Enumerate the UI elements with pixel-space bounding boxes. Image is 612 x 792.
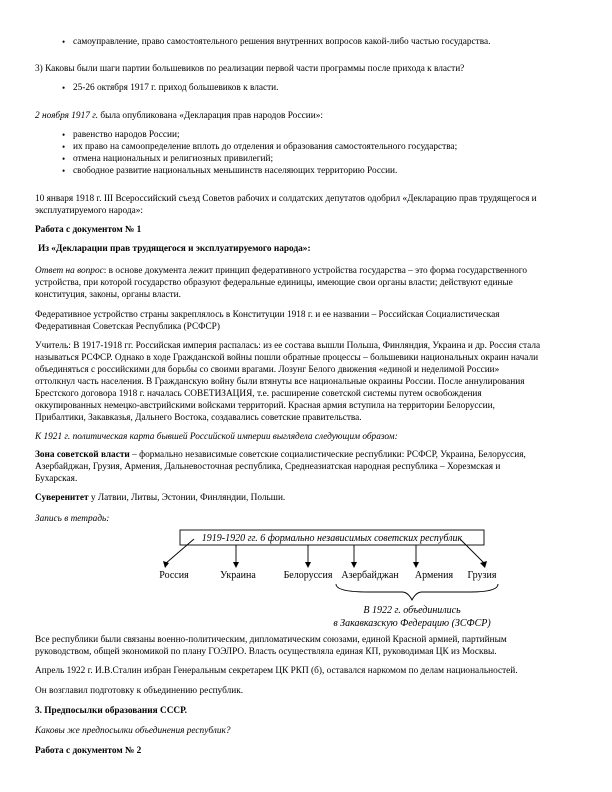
declaration-intro-text: была опубликована «Декларация прав народов России»:: [98, 111, 323, 121]
notebook-label: Запись в тетрадь:: [35, 514, 110, 524]
list-item: равенство народов России;: [73, 130, 180, 140]
paragraph-line: 10 января 1918 г. III Всероссийский съезд Советов рабочих и солдатских депутатов одобрил «Декларацию прав трудящегося и: [35, 194, 537, 204]
term-label: Суверенитет: [35, 493, 89, 503]
paragraph-line: [35, 493, 285, 504]
republic-azerbaijan: Азербайджан: [341, 570, 399, 581]
answer-line: устройства, при которой государство образуют федеральные единицы, имеющие свои органы власти; действуют единые: [35, 278, 513, 288]
list-item: свободное развитие национальных меньшинств населяющих территорию России.: [73, 166, 398, 176]
arrowhead-icon: [480, 561, 487, 568]
paragraph-line: эксплуатируемого народа»:: [35, 206, 143, 216]
bullet-icon: •: [62, 166, 66, 176]
paragraph-line: называться РСФСР. Однако в ходе Гражданской войны пошли обратные процессы – большевики национальных окраин начали: [35, 353, 539, 363]
paragraph-line: Брестского договора 1918 г. началась СОВЕТИЗАЦИЯ, т.е. расширение советской системы путем освобождения: [35, 389, 482, 399]
declaration-date: 2 ноября 1917 г.: [35, 111, 99, 121]
paragraph-line: оттолкнул часть населения. В Гражданскую войну были втянуты все национальные окраины России. После аннулирования: [35, 377, 525, 387]
curly-brace-icon: [336, 584, 498, 600]
paragraph-line: Апрель 1922 г. И.В.Сталин избран Генеральным секретарем ЦК РКП (б), оставался наркомом по делам национальностей.: [35, 666, 518, 676]
answer-line: [35, 266, 527, 277]
paragraph-line: оккупированных немецко-австрийскими войсками территорий. Красная армия вступила на территории Белоруссии,: [35, 401, 495, 411]
section-heading: Работа с документом № 1: [35, 225, 142, 235]
section-heading: Работа с документом № 2: [35, 746, 142, 756]
bullet-icon: •: [62, 154, 66, 164]
arrowhead-icon: [233, 562, 239, 568]
federation-line-1: В 1922 г. объединились: [363, 605, 461, 616]
bullet-icon: •: [62, 83, 66, 93]
paragraph-line: Учитель: В 1917-1918 гг. Российская империя распалась: из ее состава вышли Польша, Финляндия, Украина и др. Россия стала: [35, 341, 541, 351]
paragraph-line: К 1921 г. политическая карта бывшей Российской империи выглядела следующим образом:: [35, 432, 398, 442]
paragraph-line: [35, 450, 526, 461]
answer-text: : в основе документа лежит принцип федеративного устройства государства – это форма государственного: [103, 266, 527, 276]
paragraph-line: Федеративное устройство страны закреплялось в Конституции 1918 г. и ее названии – Российская Социалистическая: [35, 310, 500, 320]
arrowhead-icon: [351, 562, 357, 568]
arrowhead-icon: [305, 562, 311, 568]
bullet-icon: •: [62, 130, 66, 140]
republics-diagram: [140, 528, 510, 632]
question-line: Каковы же предпосылки объединения республик?: [35, 726, 231, 736]
paragraph-line: Он возглавил подготовку к объединению республик.: [35, 686, 244, 696]
paragraph-line: объединяться с российскими для борьбы со своими врагами. Лозунг Белого движения «единой и неделимой России»: [35, 365, 500, 375]
paragraph-line: Прибалтики, Закавказья, Дальнего Востока, создавались советские правительства.: [35, 413, 362, 423]
list-item: самоуправление, право самостоятельного решения внутренних вопросов какой-либо частью государства.: [73, 37, 491, 47]
arrow-line: [460, 539, 485, 564]
question-heading: 3) Каковы были шаги партии большевиков по реализации первой части программы после прихода к власти?: [35, 64, 465, 74]
paragraph-line: Бухарская.: [35, 474, 78, 484]
republic-armenia: Армения: [414, 570, 454, 581]
federation-line-2: в Закавказскую Федерацию (ЗСФСР): [333, 618, 491, 629]
arrow-line: [165, 539, 194, 564]
arrowhead-icon: [413, 562, 419, 568]
republic-belarus: Белоруссия: [283, 570, 333, 581]
paragraph-line: Федеративная Советская Республика (РСФСР): [35, 322, 220, 332]
document-title: Из «Декларации прав трудящегося и эксплуатируемого народа»:: [38, 244, 311, 254]
diagram-arrowheads: [163, 561, 487, 568]
answer-label: Ответ на вопрос: [35, 266, 104, 276]
term-label: Зона советской власти: [35, 450, 130, 460]
republic-russia: Россия: [159, 570, 189, 581]
term-text: – формально независимые советские социалистические республики: РСФСР, Украина, Белоруссия,: [129, 450, 526, 460]
paragraph-line: Все республики были связаны военно-политическим, дипломатическим союзами, единой Красной армией, партийным: [35, 635, 507, 645]
arrowhead-icon: [163, 561, 169, 568]
republic-georgia: Грузия: [467, 570, 497, 581]
declaration-intro: [35, 111, 323, 122]
list-item: их право на самоопределение вплоть до отделения и образования самостоятельного государства;: [73, 142, 458, 152]
answer-line: конституция, законы, органы власти.: [35, 290, 181, 300]
bullet-icon: •: [62, 37, 66, 47]
republic-ukraine: Украина: [220, 570, 256, 581]
paragraph-line: руководством, общей экономикой по плану ГОЭЛРО. Власть осуществляла единая КП, руководимая ЦК из Москвы.: [35, 647, 497, 657]
bullet-icon: •: [62, 142, 66, 152]
section-heading: 3. Предпосылки образования СССР.: [35, 706, 187, 716]
list-item: отмена национальных и религиозных привилегий;: [73, 154, 274, 164]
term-text: у Латвии, Литвы, Эстонии, Финляндии, Польши.: [88, 493, 286, 503]
diagram-header: 1919-1920 гг. 6 формально независимых советских республик: [201, 533, 463, 544]
list-item: 25-26 октября 1917 г. приход большевиков к власти.: [73, 83, 279, 93]
paragraph-line: Азербайджан, Грузия, Армения, Дальневосточная республика, Среднеазиатская народная республика – Хорезмская и: [35, 462, 501, 472]
